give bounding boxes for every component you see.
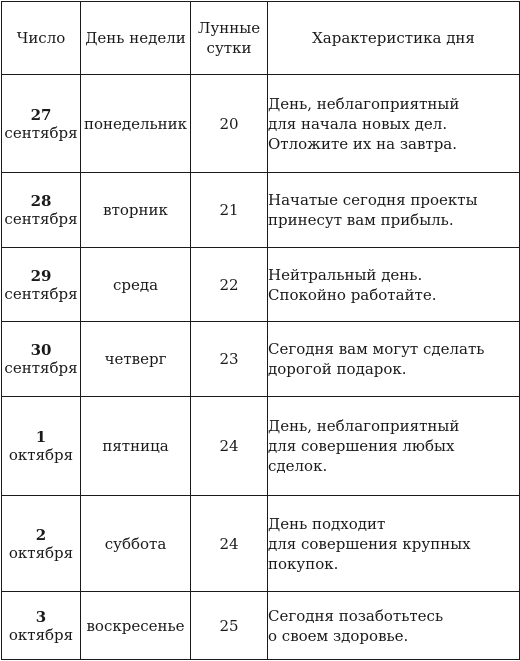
date-day: 29 (30, 266, 52, 285)
description-cell (268, 248, 520, 322)
date-cell (2, 173, 81, 248)
lunar-day-cell: 23 (191, 322, 268, 397)
table-row (2, 173, 520, 248)
date-cell (2, 322, 81, 397)
date-month: сентября (4, 284, 78, 303)
lunar-day-cell: 25 (191, 592, 268, 660)
table-row (2, 496, 520, 592)
lunar-day-cell: 20 (191, 75, 268, 173)
date-cell (2, 592, 81, 660)
description-line: для совершения любых (268, 437, 455, 455)
description-line: принесут вам прибыль. (268, 211, 454, 229)
header-date: Число (2, 2, 81, 75)
description-line: Отложите их на завтра. (268, 134, 458, 153)
description-cell (268, 322, 520, 397)
date-day: 3 (35, 607, 47, 626)
description-line: сделок. (268, 457, 328, 475)
table-header-row (2, 2, 520, 75)
description-line: День, неблагоприятный (268, 94, 460, 113)
description-line: дорогой подарок. (268, 360, 407, 378)
description-cell (268, 496, 520, 592)
lunar-day-cell: 24 (191, 397, 268, 496)
date-month: октября (8, 446, 74, 464)
description-line: для совершения крупных (268, 534, 471, 553)
date-cell (2, 496, 81, 592)
description-cell (268, 592, 520, 660)
date-month: сентября (4, 359, 78, 377)
date-cell (2, 75, 81, 173)
date-month: сентября (4, 123, 78, 142)
date-cell (2, 397, 81, 496)
date-day: 27 (30, 105, 52, 124)
weekday-cell: воскресенье (81, 592, 191, 660)
weekday-cell: суббота (81, 496, 191, 592)
description-line: Сегодня вам могут сделать (268, 340, 485, 358)
date-month: октября (8, 543, 74, 562)
table-row (2, 248, 520, 322)
header-lunar-line2: сутки (206, 39, 252, 57)
table-row (2, 75, 520, 173)
lunar-calendar-table (1, 1, 520, 660)
weekday-cell: среда (81, 248, 191, 322)
description-cell (268, 75, 520, 173)
date-month: октября (8, 625, 74, 644)
header-weekday: День недели (81, 2, 191, 75)
date-day: 28 (30, 192, 52, 210)
description-line: покупок. (268, 554, 339, 573)
date-cell (2, 248, 81, 322)
description-line: Сегодня позаботьтесь (268, 606, 444, 625)
description-line: Нейтральный день. (268, 265, 423, 284)
description-line: о своем здоровье. (268, 626, 409, 645)
description-line: День, неблагоприятный (268, 417, 460, 435)
weekday-cell: четверг (81, 322, 191, 397)
description-line: Спокойно работайте. (268, 285, 437, 304)
header-description: Характеристика дня (268, 2, 520, 75)
description-cell (268, 397, 520, 496)
header-lunar-day (191, 2, 268, 75)
date-day: 2 (35, 525, 47, 544)
table-row (2, 397, 520, 496)
description-line: День подходит (268, 514, 386, 533)
date-day: 30 (30, 341, 52, 359)
description-cell (268, 173, 520, 248)
table-row (2, 322, 520, 397)
weekday-cell: понедельник (81, 75, 191, 173)
lunar-day-cell: 24 (191, 496, 268, 592)
date-month: сентября (4, 210, 78, 228)
table-row (2, 592, 520, 660)
description-line: Начатые сегодня проекты (268, 191, 478, 209)
date-day: 1 (35, 428, 47, 446)
lunar-day-cell: 22 (191, 248, 268, 322)
description-line: для начала новых дел. (268, 114, 448, 133)
weekday-cell: вторник (81, 173, 191, 248)
lunar-day-cell: 21 (191, 173, 268, 248)
header-lunar-line1: Лунные (197, 19, 261, 37)
weekday-cell: пятница (81, 397, 191, 496)
